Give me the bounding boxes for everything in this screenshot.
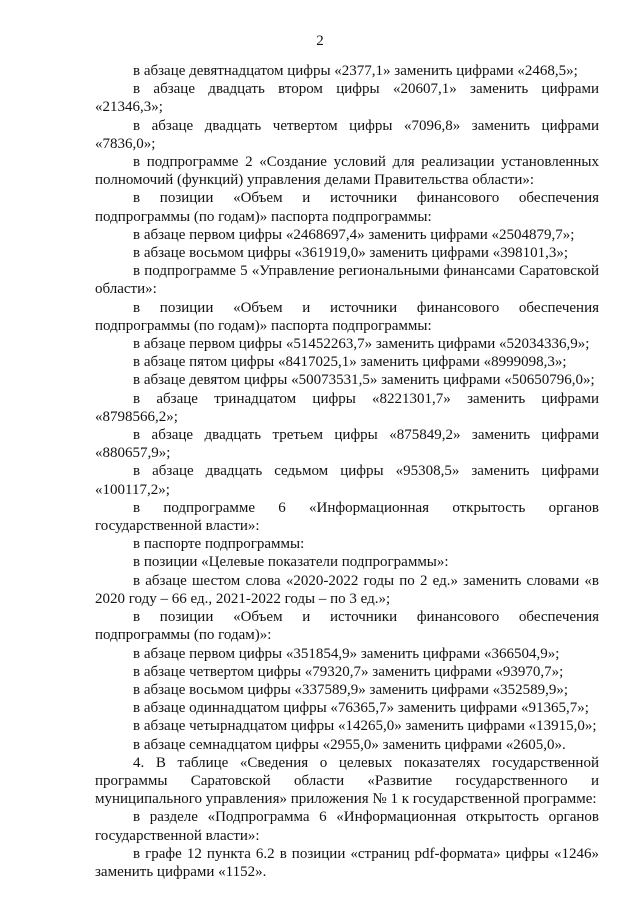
paragraph: в абзаце восьмом цифры «337589,9» заменить цифрами «352589,9»; — [133, 681, 569, 698]
paragraph: в абзаце девятнадцатом цифры «2377,1» заменить цифрами «2468,5»; — [133, 63, 578, 79]
paragraph: в абзаце четвертом цифры «79320,7» заменить цифрами «93970,7»; — [133, 663, 564, 680]
paragraph: в абзаце первом цифры «351854,9» заменить цифрами «366504,9»; — [133, 645, 560, 662]
paragraph: в абзаце двадцать третьем цифры «875849,2» заменить цифрами «880657,9»; — [95, 427, 599, 462]
paragraph: в позиции «Объем и источники финансового обеспечения подпрограммы (по годам)» паспорта подпрограммы: — [95, 299, 599, 334]
paragraph: в абзаце первом цифры «51452263,7» заменить цифрами «52034336,9»; — [133, 336, 590, 353]
paragraph: в абзаце семнадцатом цифры «2955,0» заменить цифрами «2605,0». — [133, 736, 566, 753]
paragraph: в подпрограмме 5 «Управление региональными финансами Саратовской области»: — [95, 263, 599, 298]
paragraph: 4. В таблице «Сведения о целевых показателях государственной программы Саратовской области «Развитие государственного и муниципального управления» приложения № 1 к государственной программе: — [95, 754, 599, 808]
paragraph: в абзаце тринадцатом цифры «8221301,7» заменить цифрами «8798566,2»; — [95, 390, 599, 425]
paragraph: в позиции «Целевые показатели подпрограммы»: — [133, 554, 449, 571]
page-number: 2 — [316, 33, 324, 49]
paragraph: в позиции «Объем и источники финансового обеспечения подпрограммы (по годам)»: — [95, 609, 599, 644]
paragraph: в позиции «Объем и источники финансового обеспечения подпрограммы (по годам)» паспорта подпрограммы: — [95, 190, 599, 225]
paragraph: в абзаце шестом слова «2020-2022 годы по 2 ед.» заменить словами «в 2020 году – 66 ед., 2021-2022 годы – по 3 ед.»; — [95, 572, 599, 607]
paragraph: в абзаце девятом цифры «50073531,5» заменить цифрами «50650796,0»; — [133, 372, 595, 389]
paragraph: в абзаце двадцать седьмом цифры «95308,5» заменить цифрами «100117,2»; — [95, 463, 599, 498]
paragraph: в абзаце двадцать четвертом цифры «7096,8» заменить цифрами «7836,0»; — [95, 117, 599, 152]
paragraph: в подпрограмме 6 «Информационная открытость органов государственной власти»: — [95, 499, 599, 535]
paragraph: в абзаце восьмом цифры «361919,0» заменить цифрами «398101,3»; — [133, 245, 569, 262]
paragraph: в абзаце пятом цифры «8417025,1» заменить цифрами «8999098,3»; — [133, 354, 567, 371]
paragraph: в паспорте подпрограммы: — [133, 536, 305, 553]
paragraph: в абзаце четырнадцатом цифры «14265,0» заменить цифрами «13915,0»; — [133, 718, 597, 735]
document-body — [95, 62, 599, 881]
paragraph: в абзаце первом цифры «2468697,4» заменить цифрами «2504879,7»; — [133, 226, 575, 243]
paragraph: в подпрограмме 2 «Создание условий для реализации установленных полномочий (функций) управления делами Правительства области»: — [95, 154, 599, 189]
paragraph: в разделе «Подпрограмма 6 «Информационная открытость органов государственной власти»: — [95, 809, 599, 844]
paragraph: в графе 12 пункта 6.2 в позиции «страниц pdf-формата» цифры «1246» заменить цифрами «1152». — [95, 845, 599, 880]
paragraph: в абзаце двадцать втором цифры «20607,1» заменить цифрами «21346,3»; — [95, 81, 599, 116]
paragraph: в абзаце одиннадцатом цифры «76365,7» заменить цифрами «91365,7»; — [133, 700, 589, 717]
